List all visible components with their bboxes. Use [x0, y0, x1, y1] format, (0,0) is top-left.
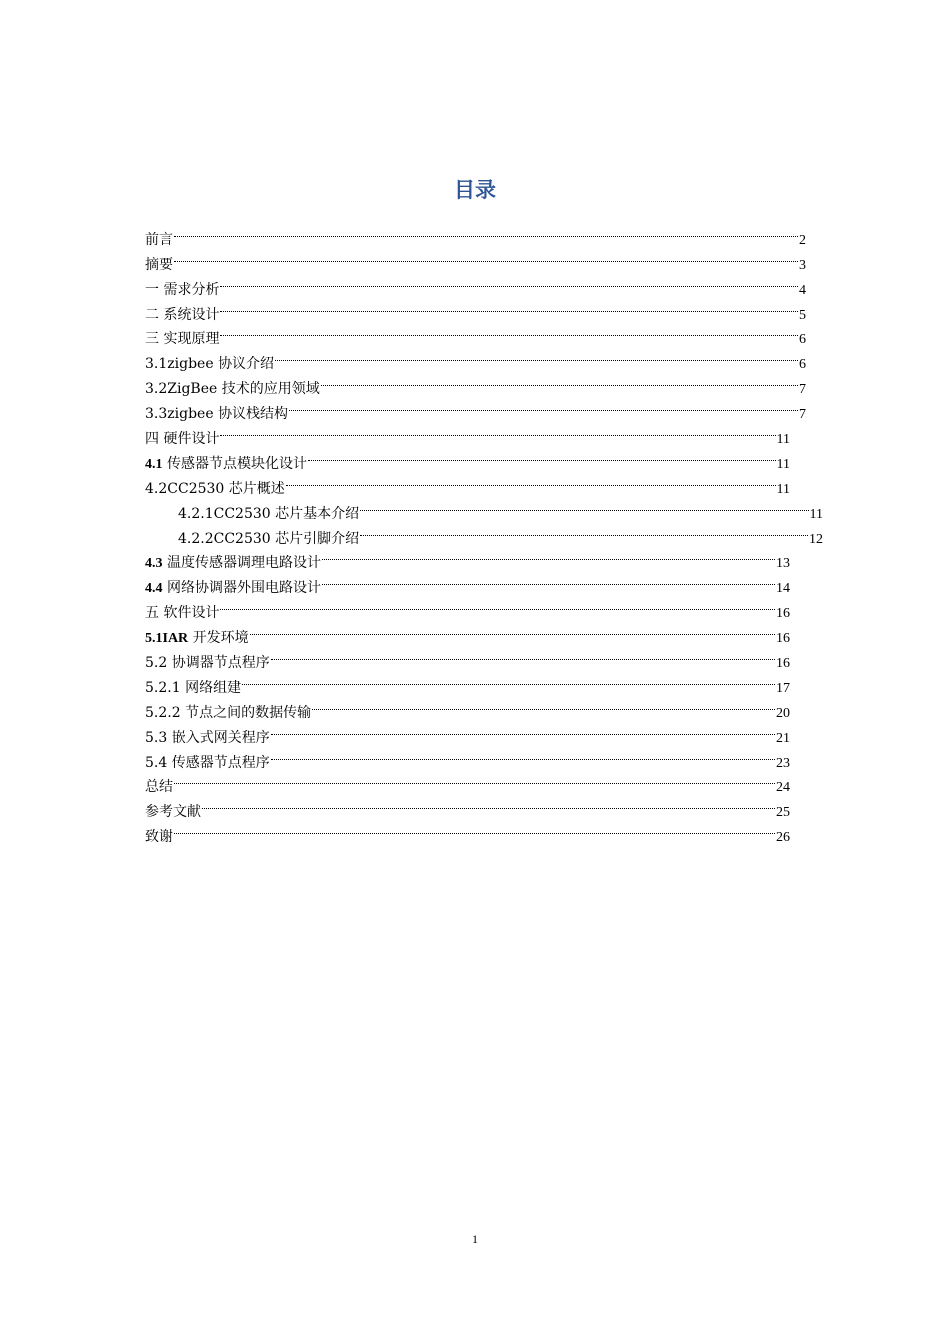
toc-entry-page: 24 — [776, 780, 790, 796]
toc-entry[interactable] — [145, 816, 790, 846]
toc-entry[interactable] — [145, 393, 806, 423]
toc-entry[interactable] — [145, 219, 806, 248]
toc-entry-page: 2 — [799, 232, 806, 248]
toc-entry-page: 4 — [799, 282, 806, 298]
toc-entry-page: 13 — [776, 556, 790, 572]
toc-leader-dots — [321, 368, 798, 393]
toc-entry-page: 11 — [776, 456, 790, 472]
toc-leader-dots — [174, 244, 798, 269]
toc-leader-dots — [220, 418, 775, 443]
toc-entry-label: 5.4 传感器节点程序 — [145, 754, 270, 771]
toc-title: 目录 — [454, 178, 496, 202]
toc-leader-dots — [308, 443, 776, 468]
toc-leader-dots — [271, 742, 775, 767]
toc-entry-page: 12 — [809, 531, 823, 547]
toc-entry[interactable] — [145, 368, 806, 398]
toc-entry[interactable] — [145, 692, 790, 721]
toc-entry[interactable] — [145, 617, 790, 647]
toc-entry[interactable] — [145, 244, 806, 273]
toc-entry-page: 25 — [776, 805, 790, 821]
toc-leader-dots — [360, 493, 808, 518]
toc-entry-page: 11 — [809, 506, 823, 522]
toc-entry-number: 4.4 — [145, 581, 163, 597]
toc-entry-label: 5.3 嵌入式网关程序 — [145, 729, 270, 746]
toc-entry[interactable] — [145, 294, 806, 323]
toc-entry-label: 3.3zigbee 协议栈结构 — [145, 406, 289, 423]
toc-leader-dots — [312, 692, 775, 717]
toc-entry-number: 5.1IAR — [145, 631, 189, 647]
toc-entry-label: 总结 — [145, 779, 173, 796]
toc-entry-text: 传感器节点模块化设计 — [162, 455, 307, 472]
toc-entry[interactable] — [145, 667, 790, 696]
toc-leader-dots — [322, 543, 775, 568]
toc-leader-dots — [174, 767, 775, 792]
toc-entry-page: 16 — [776, 631, 790, 647]
toc-leader-dots — [220, 319, 798, 344]
toc-entry-label: 4.2CC2530 芯片概述 — [145, 480, 285, 497]
toc-leader-dots — [174, 219, 798, 244]
toc-entry[interactable] — [145, 443, 790, 472]
toc-entry-page: 7 — [799, 382, 806, 398]
toc-entry[interactable] — [145, 742, 790, 771]
toc-entry-label: 3.2ZigBee 技术的应用领域 — [145, 381, 320, 398]
toc-entry-label: 五 软件设计 — [145, 605, 220, 622]
toc-leader-dots — [250, 617, 775, 642]
toc-leader-dots — [220, 294, 798, 319]
toc-entry-label: 前言 — [145, 231, 173, 248]
toc-entry[interactable] — [145, 269, 806, 298]
toc-entry-label: 5.2 协调器节点程序 — [145, 655, 270, 672]
toc-leader-dots — [271, 642, 775, 667]
toc-entry[interactable] — [145, 642, 790, 672]
toc-entry-page: 23 — [776, 755, 790, 771]
toc-leader-dots — [286, 468, 776, 493]
toc-entry[interactable] — [145, 567, 790, 597]
toc-leader-dots — [271, 717, 775, 742]
toc-entry-page: 11 — [776, 432, 790, 448]
toc-entry-page: 21 — [776, 730, 790, 746]
toc-leader-dots — [360, 518, 808, 543]
toc-entry-number: 4.1 — [145, 456, 163, 472]
toc-entry-page: 3 — [799, 257, 806, 273]
toc-leader-dots — [275, 343, 798, 368]
toc-entry-label: 3.1zigbee 协议介绍 — [145, 356, 275, 373]
toc-entry-label: 一 需求分析 — [145, 281, 220, 298]
toc-entry-text: 开发环境 — [188, 630, 249, 647]
toc-entry-label: 5.2.1 网络组建 — [145, 679, 242, 696]
toc-entry[interactable] — [145, 592, 790, 622]
toc-entry-text: 网络协调器外围电路设计 — [162, 580, 321, 597]
toc-entry-label: 三 实现原理 — [145, 331, 220, 348]
toc-entry-label: 参考文献 — [145, 804, 201, 821]
toc-entry[interactable] — [145, 493, 823, 522]
toc-entry-number: 4.3 — [145, 556, 163, 572]
toc-entry[interactable] — [145, 791, 790, 821]
toc-entry-page: 5 — [799, 307, 806, 323]
toc-entry[interactable] — [145, 468, 790, 497]
toc-entry[interactable] — [145, 767, 790, 796]
toc-entry-label: 4.2.1CC2530 芯片基本介绍 — [178, 505, 360, 522]
toc-entry[interactable] — [145, 418, 790, 448]
toc-leader-dots — [220, 269, 798, 294]
toc-entry[interactable] — [145, 343, 806, 373]
toc-entry-page: 17 — [776, 680, 790, 696]
toc-leader-dots — [242, 667, 775, 692]
toc-entry-page: 6 — [799, 332, 806, 348]
toc-entry-page: 14 — [776, 581, 790, 597]
table-of-contents — [145, 219, 823, 846]
toc-leader-dots — [220, 592, 775, 617]
toc-entry-label: 4.2.2CC2530 芯片引脚介绍 — [178, 530, 360, 547]
toc-entry-page: 20 — [776, 705, 790, 721]
toc-entry-page: 16 — [776, 656, 790, 672]
toc-entry-label: 摘要 — [145, 256, 173, 273]
toc-entry[interactable] — [145, 717, 790, 746]
toc-entry-page: 16 — [776, 606, 790, 622]
toc-entry-label: 四 硬件设计 — [145, 431, 220, 448]
toc-entry-text: 温度传感器调理电路设计 — [162, 555, 321, 572]
toc-entry-label: 5.2.2 节点之间的数据传输 — [145, 704, 312, 721]
toc-leader-dots — [174, 816, 775, 841]
toc-entry-page: 7 — [799, 407, 806, 423]
toc-entry-label: 二 系统设计 — [145, 306, 220, 323]
toc-entry[interactable] — [145, 543, 790, 572]
toc-leader-dots — [202, 791, 775, 816]
toc-leader-dots — [322, 567, 775, 592]
toc-leader-dots — [289, 393, 798, 418]
toc-entry-label: 致谢 — [145, 829, 173, 846]
toc-entry-page: 11 — [776, 481, 790, 497]
toc-entry[interactable] — [145, 518, 823, 547]
toc-entry-page: 26 — [776, 830, 790, 846]
toc-entry[interactable] — [145, 319, 806, 348]
toc-entry-page: 6 — [799, 357, 806, 373]
page-number: 1 — [472, 1232, 478, 1246]
